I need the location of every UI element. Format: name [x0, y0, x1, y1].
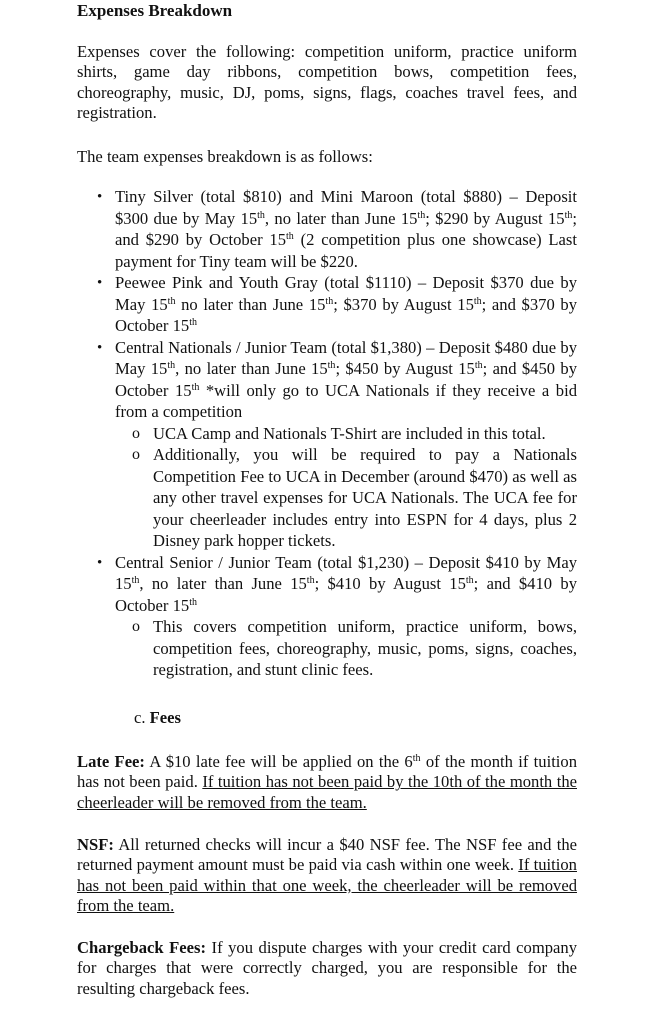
list-item-central-senior: • Central Senior / Junior Team (total $1,230) – Deposit $410 by May 15th, no later than June 15th; $410 by August 15th; and $410 by October 15th o This covers competition uniform, practice uniform, bows, competition fees, choreography, music, poms, signs, coaches, registration, and stunt clinic fees. — [97, 552, 577, 679]
team-expenses-list — [0, 186, 653, 681]
fees-title: Fees — [149, 708, 181, 727]
nsf-paragraph: NSF: All returned checks will incur a $40 NSF fee. The NSF fee and the returned payment amount must be paid via cash within one week. If tuition has not been paid within that one week, the cheerleader will be removed from the team. — [77, 835, 577, 916]
team-intro-paragraph: The team expenses breakdown is as follows: — [77, 147, 373, 166]
section-heading: Expenses Breakdown — [77, 1, 233, 20]
central-nationals-sublist — [115, 423, 577, 552]
list-item-central-nationals: • Central Nationals / Junior Team (total $1,380) – Deposit $480 due by May 15th, no later than June 15th; $450 by August 15th; and $450 by October 15th *will only go to UCA Nationals if they receive a bid from a competition o UCA Camp and Nationals T-Shirt are included in this total. o Additionally, you will be required to pay a Nationals Competition Fee to UCA in December (around $470) as well as any other travel expenses for UCA Nationals. The UCA fee for your cheerleader includes entry into ESPN for 4 days, plus 2 Disney park hopper tickets. — [97, 337, 577, 550]
nsf-label: NSF: — [77, 835, 114, 854]
sub-bullet-icon: o — [132, 618, 140, 635]
sub-bullet-icon: o — [132, 446, 140, 463]
list-item-tiny-mini: • Tiny Silver (total $810) and Mini Maroon (total $880) – Deposit $300 due by May 15th, no later than June 15th; $290 by August 15th; and $290 by October 15th (2 competition plus one showcase) Last payment for Tiny team will be $220. — [97, 187, 577, 271]
late-fee-paragraph: Late Fee: A $10 late fee will be applied on the 6th of the month if tuition has not been paid. If tuition has not been paid by the 10th of the month the cheerleader will be removed from the team. — [77, 752, 578, 812]
late-fee-warning: If tuition has not been paid by the 10th of the month the cheerleader will be removed from the team. — [77, 772, 577, 812]
sub-item-tshirt: o UCA Camp and Nationals T-Shirt are included in this total. — [132, 423, 546, 443]
chargeback-label: Chargeback Fees: — [77, 938, 207, 957]
chargeback-paragraph: Chargeback Fees: If you dispute charges with your credit card company for charges that were correctly charged, you are responsible for the resulting chargeback fees. — [77, 938, 578, 998]
bullet-icon: • — [97, 275, 103, 291]
nsf-warning: If tuition has not been paid within that one week, the cheerleader will be removed from the team. — [77, 855, 577, 916]
bullet-icon: • — [97, 189, 103, 205]
bullet-icon: • — [97, 339, 103, 356]
sub-item-coverage: o This covers competition uniform, practice uniform, bows, competition fees, choreography, music, poms, signs, coaches, registration, and stunt clinic fees. — [132, 617, 577, 679]
sub-item-nationals-fee: o Additionally, you will be required to pay a Nationals Competition Fee to UCA in December (around $470) as well as any other travel expenses for UCA Nationals. The UCA fee for your cheerleader includes entry into ESPN for 4 days, plus 2 Disney park hopper tickets. — [132, 445, 577, 550]
central-senior-sublist — [115, 616, 577, 681]
expenses-intro-paragraph: Expenses cover the following: competition uniform, practice uniform shirts, game day ribbons, competition bows, competition fees, choreography, music, DJ, poms, signs, flags, coaches travel fees, and registration. — [77, 42, 577, 123]
bullet-icon: • — [97, 554, 103, 571]
late-fee-label: Late Fee: — [77, 752, 145, 771]
fees-subheading — [134, 707, 181, 728]
sub-bullet-icon: o — [132, 424, 140, 442]
list-item-peewee-youth: • Peewee Pink and Youth Gray (total $1110) – Deposit $370 due by May 15th no later than June 15th; $370 by August 15th; and $370 by October 15th — [97, 273, 577, 335]
fees-marker: c. — [134, 708, 146, 727]
